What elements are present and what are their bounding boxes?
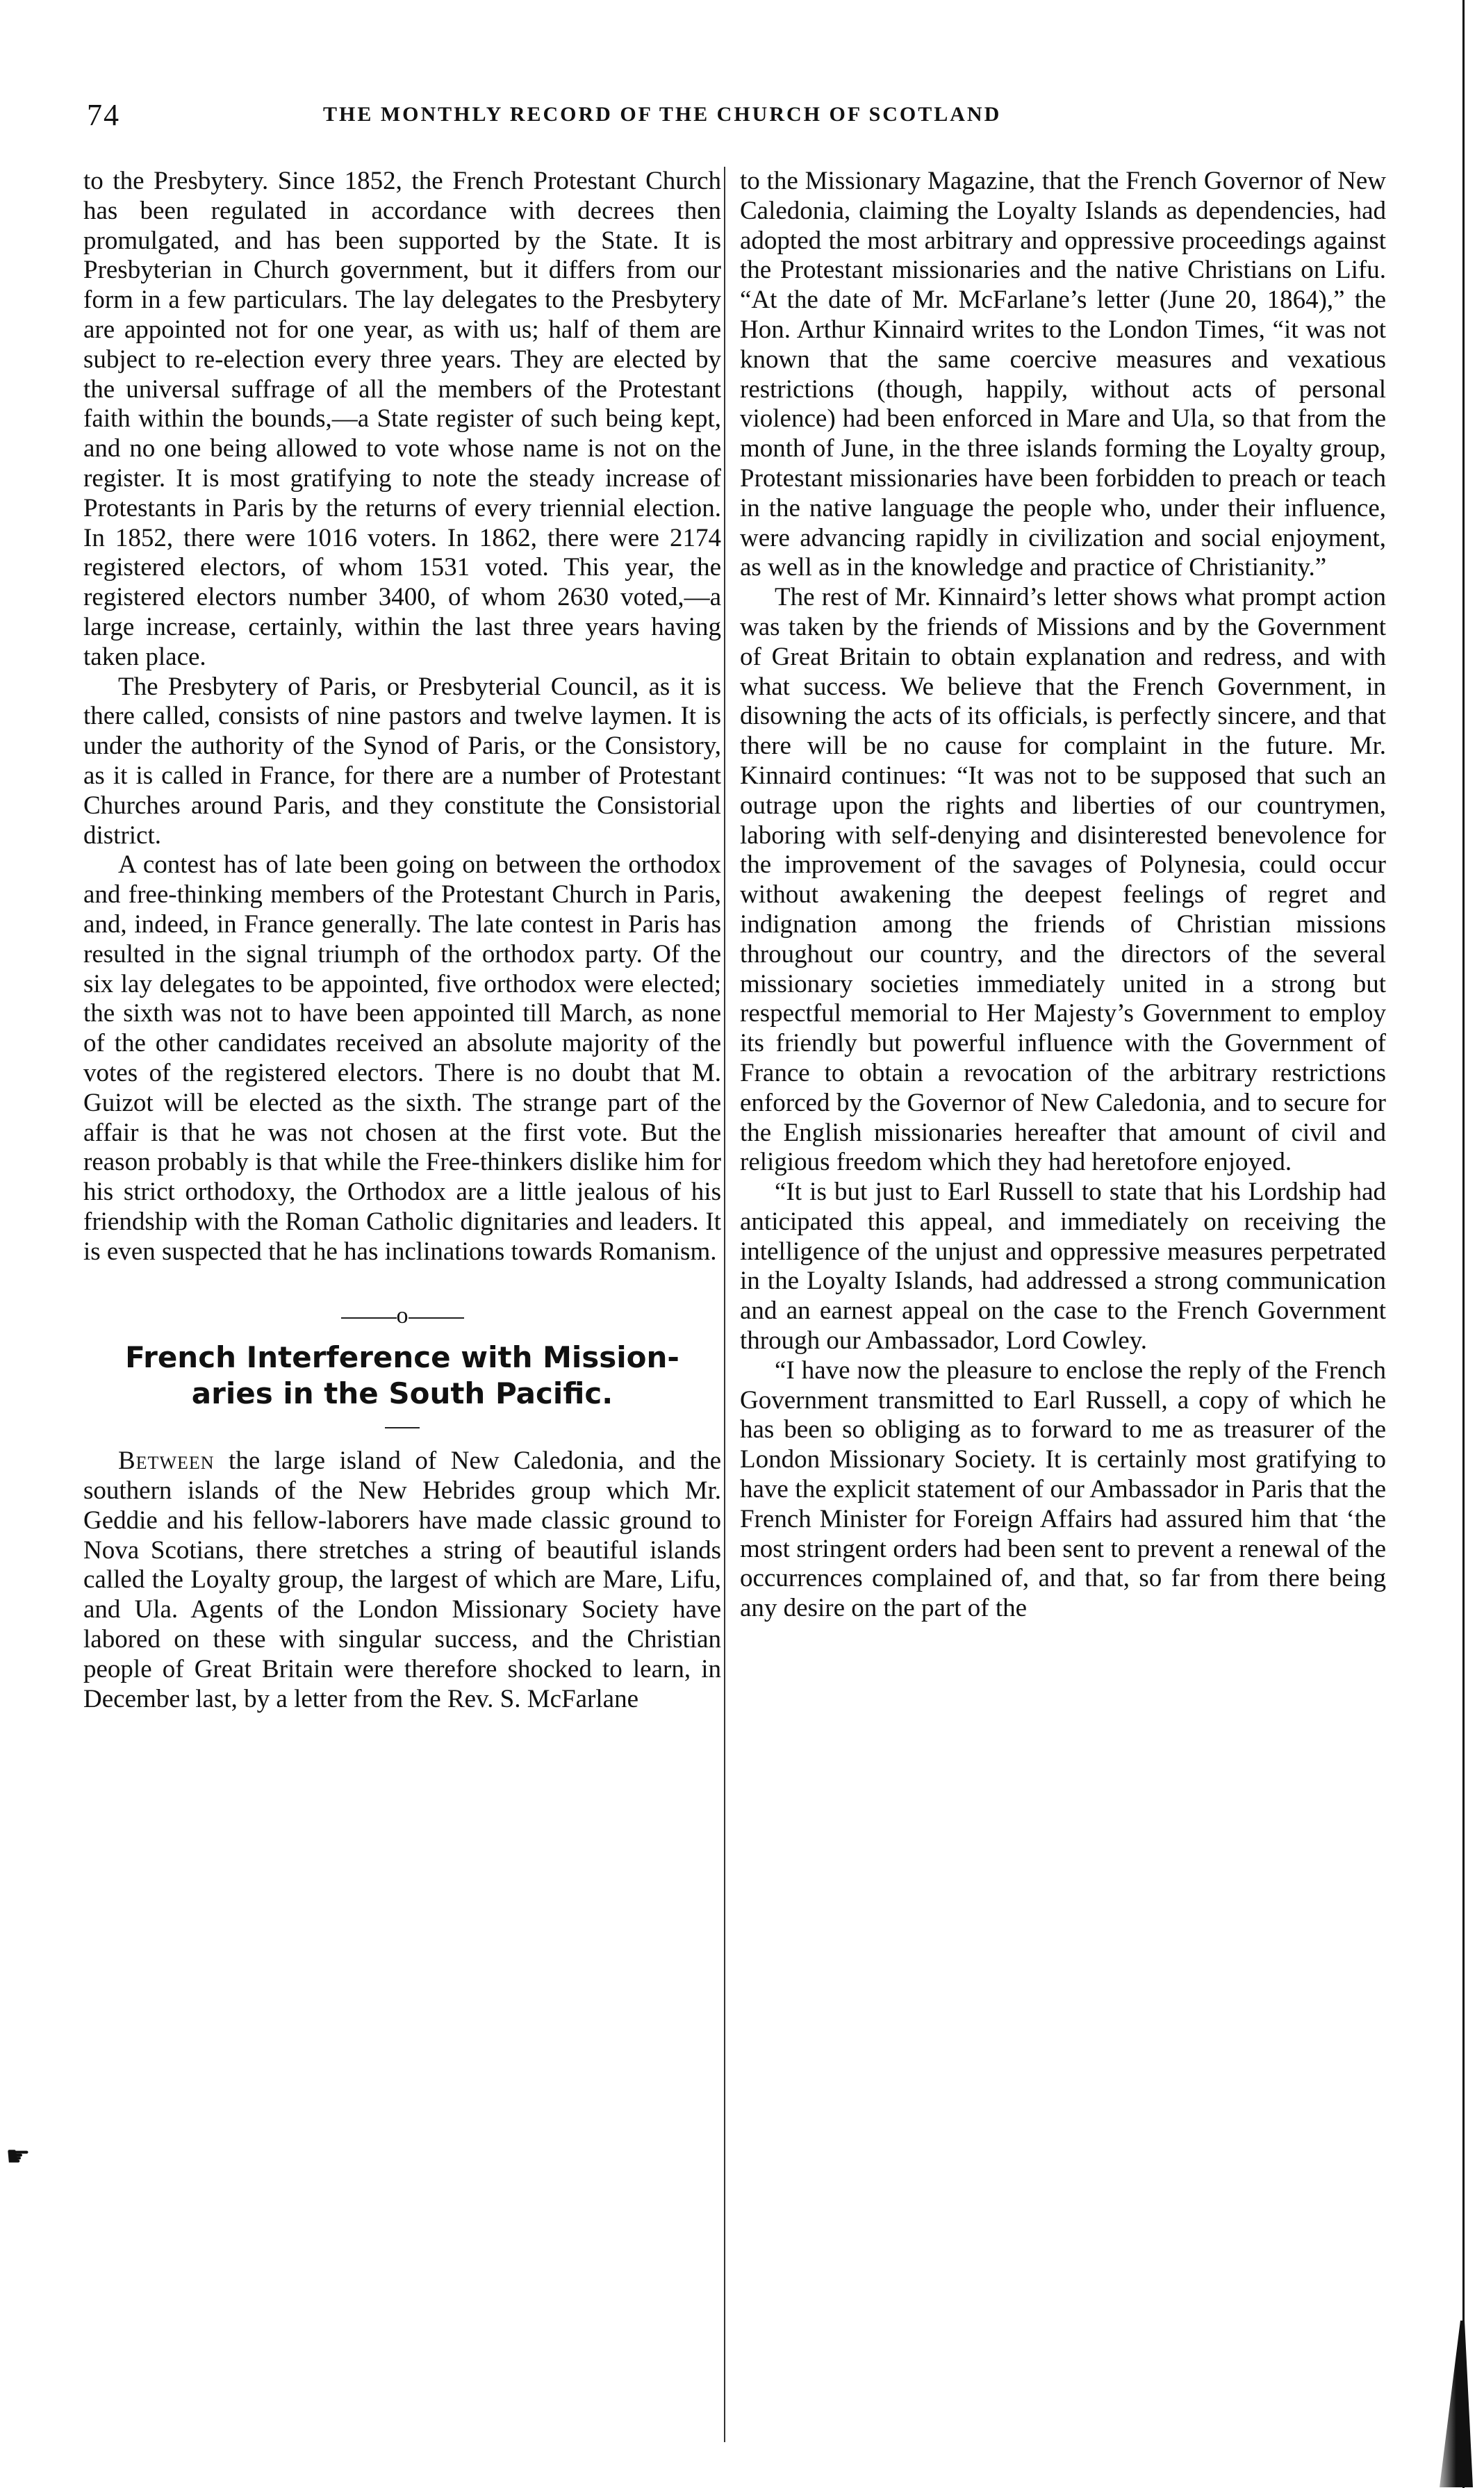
paragraph-lead-word: Between [118, 1447, 215, 1476]
right-paragraph-2: The rest of Mr. Kinnaird’s letter shows what prompt action was taken by the friends of Missions and by the Government of Great Britain to obtain explanation and redress, and with what success. We believe that the French Government, in disowning the acts of its officials, is perfectly sincere, and that there will be no cause for complaint in the future. Mr. Kinnaird continues: “It was not to be supposed that such an outrage upon the rights and liberties of our countrymen, laboring with self-denying and disinterested benevolence for the improvement of the savages of Polynesia, could occur without awakening the deepest feelings of regret and indignation among the friends of Christian missions throughout our country, and the directors of the several missionary societies immediately united in a strong but respectful memorial to Her Majesty’s Government to employ its friendly but powerful influence with the Government of France to obtain a revocation of the arbitrary restrictions enforced by the Governor of New Caledonia, and to secure for the English missionaries hereafter that amount of civil and religious freedom which they had heretofore enjoyed. [740, 583, 1386, 1177]
left-column [83, 167, 721, 1714]
right-column [740, 167, 1386, 1624]
section-heading-line-1: French Interference with Mission- [125, 1340, 679, 1375]
section-ornament [83, 1301, 721, 1331]
left-paragraph-3: A contest has of late been going on between the orthodox and free-thinking members of the Protestant Church in Paris, and, indeed, in France generally. The late contest in Paris has resulted in the signal triumph of the orthodox party. Of the six lay delegates to be appointed, five orthodox were elected; the sixth was not to have been appointed till March, as none of the other candidates received an absolute majority of the votes of the registered electors. There is no doubt that M. Guizot will be elected as the sixth. The strange part of the affair is that he was not chosen at the first vote. But the reason probably is that while the Free-thinkers dislike him for his strict orthodoxy, the Orthodox are a little jealous of his friendship with the Roman Catholic dignitaries and leaders. It is even suspected that he has inclinations towards Romanism. [83, 850, 721, 1266]
right-paragraph-3: “It is but just to Earl Russell to state that his Lordship had anticipated this appeal, and immediately on receiving the intelligence of the unjust and oppressive measures perpetrated in the Loyalty Islands, had addressed a strong communication and an earnest appeal on the case to the French Government through our Ambassador, Lord Cowley. [740, 1178, 1386, 1356]
right-paragraph-4: “I have now the pleasure to enclose the reply of the French Government transmitted to Earl Russell, a copy of which he has been so obliging as to forward to me as treasurer of the London Missionary Society. It is certainly most gratifying to have the explicit statement of our Ambassador in Paris that the French Minister for Foreign Affairs had assured him that ‘the most stringent orders had been sent to prevent a renewal of the occurrences complained of, and that, so far from there being any desire on the part of the [740, 1356, 1386, 1623]
column-divider [724, 167, 725, 2442]
right-paragraph-1: to the Missionary Magazine, that the French Governor of New Caledonia, claiming the Loyalty Islands as dependencies, had adopted the most arbitrary and oppressive proceedings against the Protestant missionaries and the native Christians on Lifu. “At the date of Mr. McFarlane’s letter (June 20, 1864),” the Hon. Arthur Kinnaird writes to the London Times, “it was not known that the same coercive measures and vexatious restrictions (though, happily, without acts of personal violence) had been enforced in Mare and Ula, so that from the month of June, in the three islands forming the Loyalty group, Protestant missionaries have been forbidden to preach or teach in the native language the people who, under their influence, were advancing rapidly in civilization and social enjoyment, as well as in the knowledge and practice of Christianity.” [740, 167, 1386, 582]
page-edge-shadow [1431, 2321, 1473, 2487]
left-paragraph-1: to the Presbytery. Since 1852, the French Protestant Church has been regulated in accordance with decrees then promulgated, and has been supported by the State. It is Presbyterian in Church government, but it differs from our form in a few particulars. The lay delegates to the Presbytery are appointed not for one year, as with us; half of them are subject to re-election every three years. They are elected by the universal suffrage of all the members of the Protestant faith within the bounds,—a State register of such being kept, and no one being allowed to vote whose name is not on the register. It is most gratifying to note the steady increase of Protestants in Paris by the returns of every triennial election. In 1852, there were 1016 voters. In 1862, there were 2174 registered electors, of whom 1531 voted. This year, the registered electors number 3400, of whom 2630 voted,—a large increase, certainly, within the last three years having taken place. [83, 167, 721, 671]
left-paragraph-2: The Presbytery of Paris, or Presbyterial Council, as it is there called, consists of nine pastors and twelve laymen. It is under the authority of the Synod of Paris, or the Consistory, as it is called in France, for there are a number of Protestant Churches around Paris, and they constitute the Consistorial district. [83, 672, 721, 850]
page-edge-rule [1462, 0, 1465, 2488]
heading-rule [385, 1427, 420, 1428]
section-heading [83, 1340, 721, 1412]
ornament-glyph: o [396, 1303, 409, 1329]
margin-pointer-mark: ☛ [6, 2141, 31, 2172]
left-paragraph-4 [83, 1447, 721, 1714]
running-title: THE MONTHLY RECORD OF THE CHURCH OF SCOTLAND [323, 103, 1002, 126]
section-heading-line-2: aries in the South Pacific. [191, 1376, 613, 1411]
page-header [87, 97, 1400, 139]
page-number: 74 [87, 98, 120, 132]
left-paragraph-4-text: the large island of New Caledonia, and the southern islands of the New Hebrides group which Mr. Geddie and his fellow-laborers have made classic ground to Nova Scotians, there stretches a string of beautiful islands called the Loyalty group, the largest of which are Mare, Lifu, and Ula. Agents of the London Missionary Society have labored on these with singular success, and the Christian people of Great Britain were therefore shocked to learn, in December last, by a letter from the Rev. S. McFarlane [83, 1447, 721, 1713]
